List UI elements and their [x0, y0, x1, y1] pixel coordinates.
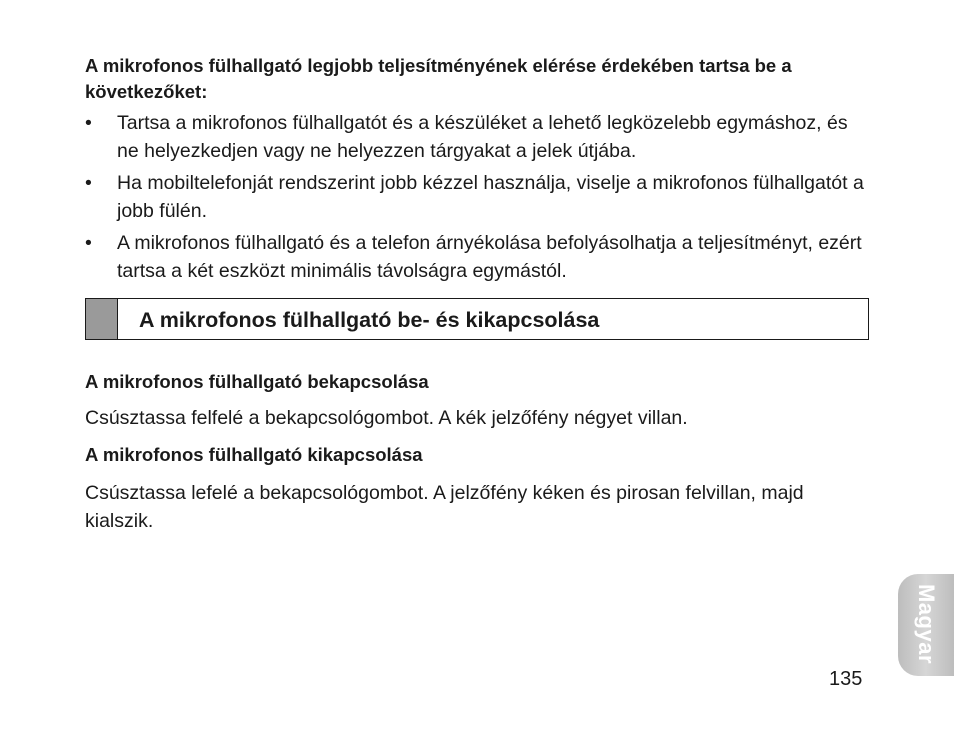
list-item-text: Tartsa a mikrofonos fülhallgatót és a készüléket a lehető legközelebb egymáshoz, és ne helyezkedjen vagy ne helyezzen tárgyakat a jelek útjába.: [117, 112, 848, 162]
language-tab: [898, 574, 954, 676]
list-item-text: Ha mobiltelefonját rendszerint jobb kézzel használja, viselje a mikrofonos fülhallgatót a jobb fülén.: [117, 172, 864, 222]
tips-list: [85, 109, 870, 289]
bullet-icon: •: [85, 112, 92, 134]
power-on-text: Csúsztassa felfelé a bekapcsológombot. A kék jelzőfény négyet villan.: [85, 407, 688, 429]
list-item: [85, 109, 870, 165]
list-item: [85, 229, 870, 285]
language-tab-label: Magyar: [914, 583, 939, 665]
intro-heading: A mikrofonos fülhallgató legjobb teljesítményének elérése érdekében tartsa be a következőket:: [85, 55, 792, 102]
section-title: A mikrofonos fülhallgató be- és kikapcsolása: [139, 308, 600, 332]
power-off-text: Csúsztassa lefelé a bekapcsológombot. A jelzőfény kéken és pirosan felvillan, majd kialszik.: [85, 482, 804, 532]
bullet-icon: •: [85, 172, 92, 194]
power-on-heading: A mikrofonos fülhallgató bekapcsolása: [85, 371, 429, 392]
list-item-text: A mikrofonos fülhallgató és a telefon árnyékolása befolyásolhatja a teljesítményt, ezért tartsa a két eszközt minimális távolságra egymástól.: [117, 232, 862, 282]
list-item: [85, 169, 870, 225]
section-header: [85, 298, 869, 340]
bullet-icon: •: [85, 232, 92, 254]
page-number: 135: [829, 668, 863, 690]
power-off-heading: A mikrofonos fülhallgató kikapcsolása: [85, 444, 423, 465]
section-marker: [86, 299, 118, 339]
